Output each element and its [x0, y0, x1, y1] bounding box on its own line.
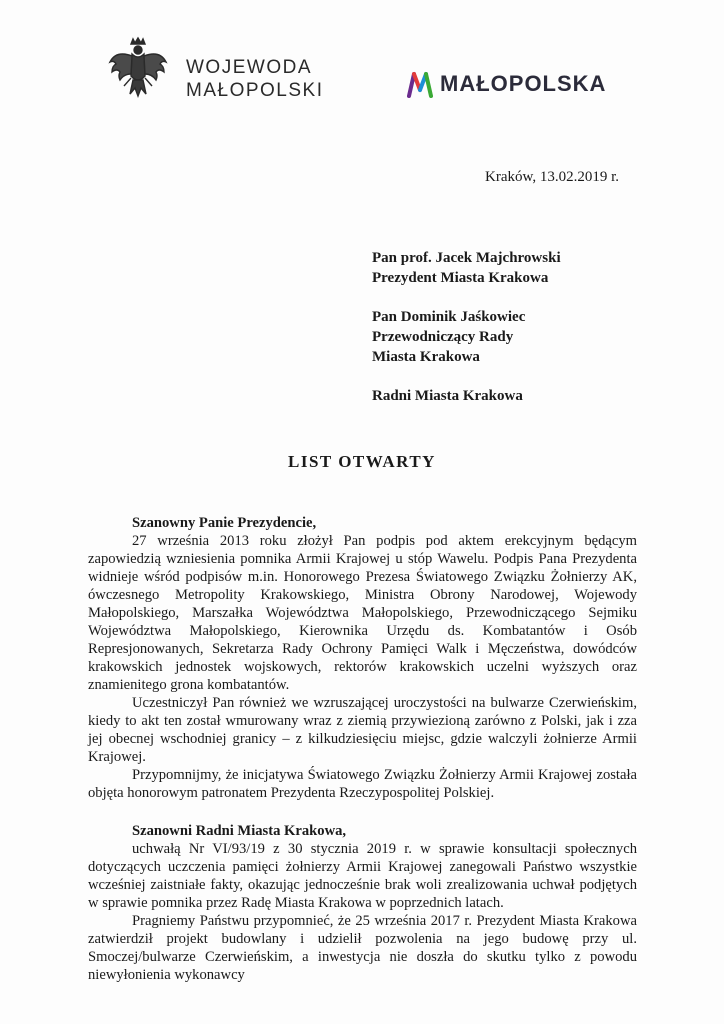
paragraph: Uczestniczył Pan również we wzruszającej uroczystości na bulwarze Czerwieńskim, kiedy to akt ten został wmurowany wraz z ziemią przywiezioną zarówno z Polski, jak i zza jej obecnej wschodniej granicy – z kilkudziesięciu miejsc, gdzie walczyli żołnierze Armii Krajowej.	[88, 695, 637, 765]
addressee-council-chair	[372, 307, 561, 367]
addressee-president	[372, 248, 561, 288]
letter-body	[88, 514, 637, 984]
malopolska-logo	[406, 70, 606, 98]
date-line: Kraków, 13.02.2019 r.	[485, 169, 620, 185]
addressee-line: Miasta Krakowa	[372, 349, 480, 365]
addressee-line: Prezydent Miasta Krakowa	[372, 270, 549, 286]
addressee-line: Pan prof. Jacek Majchrowski	[372, 250, 561, 266]
wojewoda-title	[186, 56, 324, 102]
polish-eagle-emblem-icon	[104, 36, 172, 104]
letter-title: LIST OTWARTY	[288, 452, 436, 471]
salutation-councillors: Szanowni Radni Miasta Krakowa,	[132, 823, 347, 839]
addressee-block	[372, 248, 561, 406]
wojewoda-line-2: MAŁOPOLSKI	[186, 80, 324, 101]
wojewoda-line-1: WOJEWODA	[186, 57, 312, 78]
paragraph: Przypomnijmy, że inicjatywa Światowego Związku Żołnierzy Armii Krajowej została objęta honorowym patronatem Prezydenta Rzeczypospolitej Polskiej.	[88, 767, 637, 801]
paragraph: Pragniemy Państwu przypomnieć, że 25 września 2017 r. Prezydent Miasta Krakowa zatwierdził projekt budowlany i udzielił pozwolenia na jego budowę przy ul. Smoczej/bulwarze Czerwieńskim, a inwestycja nie doszła do skutku tylko z powodu niewyłonienia wykonawcy	[88, 913, 637, 983]
addressee-councillors	[372, 386, 561, 406]
salutation-president: Szanowny Panie Prezydencie,	[132, 515, 317, 531]
malopolska-m-logo-icon	[406, 70, 434, 98]
addressee-line: Przewodniczący Rady	[372, 329, 514, 345]
addressee-line: Radni Miasta Krakowa	[372, 388, 523, 404]
paragraph: 27 września 2013 roku złożył Pan podpis pod aktem erekcyjnym będącym zapowiedzią wzniesienia pomnika Armii Krajowej u stóp Wawelu. Podpis Pana Prezydenta widnieje wśród podpisów m.in. Honorowego Prezesa Światowego Związku Żołnierzy AK, ówczesnego Metropolity Krakowskiego, Ministra Obrony Narodowej, Wojewody Małopolskiego, Marszałka Województwa Małopolskiego, Przewodniczącego Sejmiku Województwa Małopolskiego, Kierownika Urzędu ds. Kombatantów i Osób Represjonowanych, Sekretarza Rady Ochrony Pamięci Walk i Męczeństwa, dowódców krakowskich jednostek wojskowych, rektorów krakowskich uczelni wyższych oraz znamienitego grona kombatantów.	[88, 533, 637, 693]
paragraph: uchwałą Nr VI/93/19 z 30 stycznia 2019 r. w sprawie konsultacji społecznych dotyczących uczczenia pamięci żołnierzy Armii Krajowej zanegowali Państwo wszystkie wcześniej zaistniałe fakty, okazując jednocześnie brak woli zrealizowania uchwał podjętych w sprawie pomnika przez Radę Miasta Krakowa w poprzednich latach.	[88, 841, 637, 911]
addressee-line: Pan Dominik Jaśkowiec	[372, 309, 526, 325]
region-name: MAŁOPOLSKA	[440, 71, 607, 96]
